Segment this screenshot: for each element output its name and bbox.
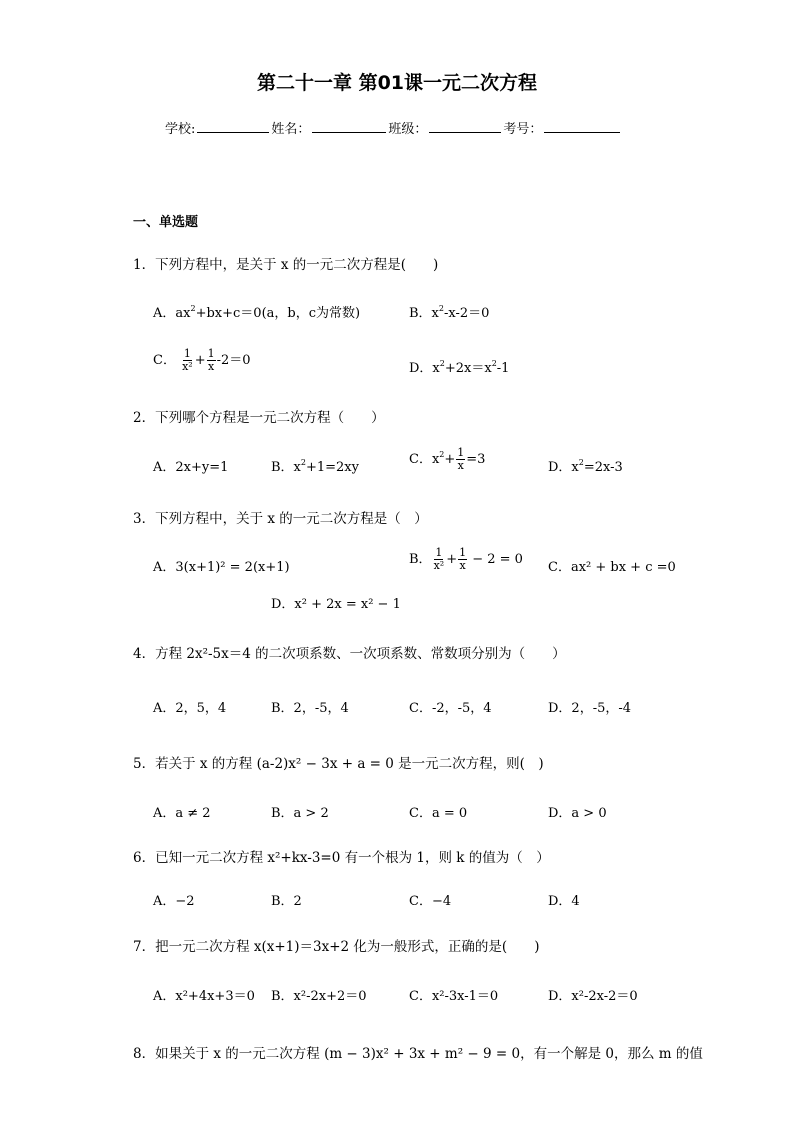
q2-option-b[interactable]: B．$x^2+1=2xy$ [271,458,359,475]
q5-option-d[interactable]: D．a > 0 [548,806,607,821]
q7-option-c[interactable]: C．x²-3x-1＝0 [409,989,499,1004]
q1-option-a[interactable]: A．$ax^2+bx+c=0(a$，b，c为常数) [153,304,361,321]
q3-option-c[interactable]: C．ax² + bx + c =0 [548,560,676,575]
page-title: 第二十一章 第01课一元二次方程 [256,72,538,94]
question-2-stem: 2．下列哪个方程是一元二次方程（ ） [133,410,385,426]
q4-option-a[interactable]: A．2，5，4 [153,701,227,716]
name-label: 姓名： [271,122,311,137]
school-label: 学校: [165,122,196,137]
q7-option-b[interactable]: B．x²-2x+2＝0 [271,989,367,1004]
q1-option-c[interactable]: C． $\frac{1}{\text{x²}}$ + $\frac{1}{x}$ -2＝0 [153,347,251,373]
q4-option-b[interactable]: B．2，-5，4 [271,701,349,716]
fraction: $\frac{1}{x}$ [457,446,465,472]
section-heading: 一、单选题 [133,215,199,230]
question-1-stem: 1．下列方程中，是关于 x 的一元二次方程是( ) [133,257,439,273]
fraction: $\frac{1}{\text{x²}}$ [433,546,445,572]
fraction: $\frac{1}{\text{x²}}$ [182,347,193,373]
question-7-stem: 7．把一元二次方程 x(x+1)＝3x+2 化为一般形式，正确的是( ) [133,939,540,955]
q5-option-a[interactable]: A．a ≠ 2 [153,806,211,821]
q7-option-a[interactable]: A．x²+4x+3＝0 [153,989,255,1004]
q3-option-a[interactable]: A．3(x+1)² = 2(x+1) [153,560,290,575]
question-5-stem: 5．若关于 x 的方程 (a-2)x² − 3x + a = 0 是一元二次方程，则( ) [133,756,544,772]
q4-option-c[interactable]: C．-2，-5，4 [409,701,492,716]
q3-option-d[interactable]: D．x² + 2x = x² − 1 [271,597,401,612]
q3-option-b[interactable]: B． $\frac{1}{\text{x²}}$ + $\frac{1}{x}$ − 2 = 0 [409,546,523,572]
class-blank[interactable] [429,118,501,133]
question-6-stem: 6．已知一元二次方程 x²+kx-3=0 有一个根为 1，则 k 的值为（ ） [133,850,550,866]
q6-option-c[interactable]: C．−4 [409,894,452,909]
q5-option-b[interactable]: B．a > 2 [271,806,329,821]
question-3-stem: 3．下列方程中，关于 x 的一元二次方程是（ ） [133,511,428,527]
q5-option-c[interactable]: C．a = 0 [409,806,468,821]
q2-option-a[interactable]: A．2x+y=1 [153,460,229,475]
class-label: 班级： [388,122,428,137]
fraction: $\frac{1}{x}$ [207,347,215,373]
student-info-line [165,118,622,137]
q2-option-c[interactable]: C．$x^2+$ $\frac{1}{x}$ =3 [409,446,486,472]
q1-option-b[interactable]: B．$x^2-x-2=0$ [409,304,490,321]
question-8-stem: 8．如果关于 x 的一元二次方程 (m − 3)x² + 3x + m² − 9 = 0，有一个解是 0，那么 m 的值 [133,1046,703,1062]
q6-option-a[interactable]: A．−2 [153,894,195,909]
question-4-stem: 4．方程 2x²-5x＝4 的二次项系数、一次项系数、常数项分别为（ ） [133,646,566,662]
name-blank[interactable] [312,118,386,133]
exam-no-label: 考号： [503,122,543,137]
school-blank[interactable] [197,118,269,133]
q4-option-d[interactable]: D．2，-5，-4 [548,701,632,716]
q2-option-d[interactable]: D．$x^2=2x-3$ [548,458,623,475]
q1-option-d[interactable]: D．$x^2+2x=x^2-1$ [409,359,510,376]
exam-no-blank[interactable] [544,118,620,133]
q6-option-d[interactable]: D．4 [548,894,580,909]
q7-option-d[interactable]: D．x²-2x-2＝0 [548,989,638,1004]
q6-option-b[interactable]: B．2 [271,894,302,909]
fraction: $\frac{1}{x}$ [459,546,467,572]
